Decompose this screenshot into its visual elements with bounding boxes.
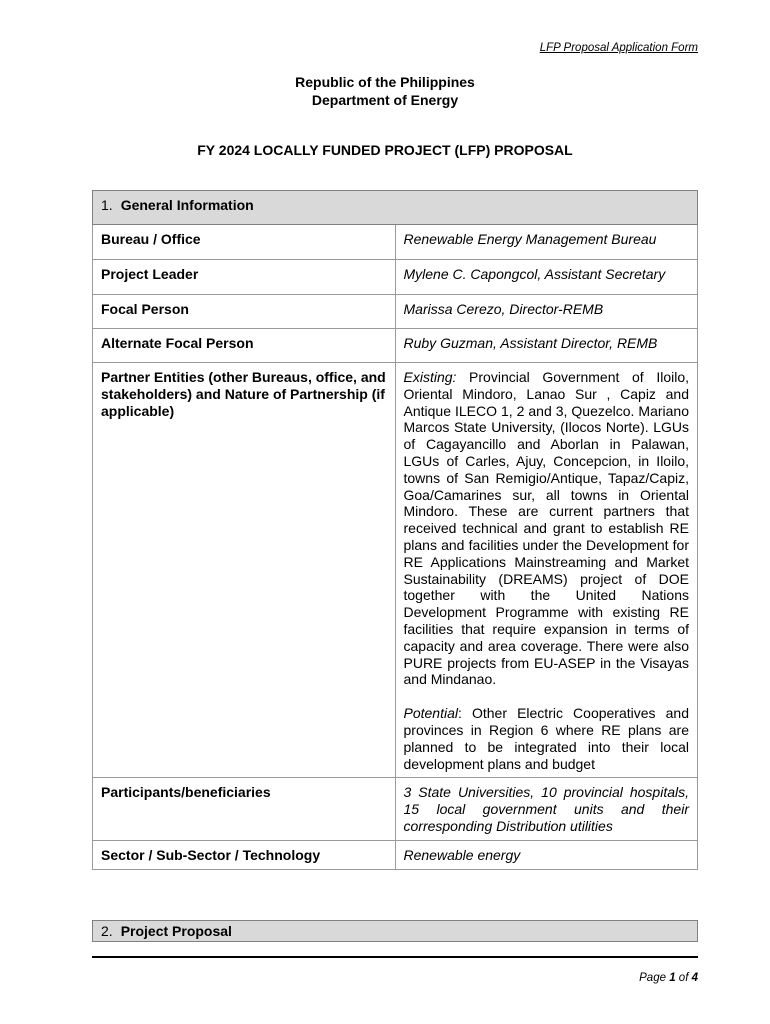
section-1-header [93, 191, 698, 225]
sector-row [93, 840, 698, 869]
section-1-title: General Information [120, 197, 254, 213]
focal-person-row [93, 295, 698, 329]
project-leader-label: Project Leader [93, 260, 396, 295]
form-name-header: LFP Proposal Application Form [539, 42, 698, 54]
focal-person-label: Focal Person [93, 295, 396, 329]
potential-label: Potential [403, 705, 458, 722]
page-of: of [675, 972, 692, 984]
alternate-focal-value: Ruby Guzman, Assistant Director, REMB [395, 329, 698, 363]
page-total: 4 [691, 972, 698, 984]
page-current: 1 [669, 972, 676, 984]
general-information-table [92, 190, 698, 870]
proposal-title: FY 2024 LOCALLY FUNDED PROJECT (LFP) PROPOSAL [197, 142, 573, 158]
alternate-focal-row [93, 329, 698, 363]
project-leader-value: Mylene C. Capongcol, Assistant Secretary [395, 260, 698, 295]
participants-row [93, 778, 698, 840]
partner-entities-label: Partner Entities (other Bureaus, office, and stakeholders) and Nature of Partnership (if applicable) [93, 363, 396, 778]
partner-entities-row [93, 363, 698, 778]
participants-value: 3 State Universities, 10 provincial hospitals, 15 local government units and their corresponding Distribution utilities [395, 778, 698, 840]
page-label: Page [639, 972, 670, 984]
section-1-number: 1. [101, 197, 113, 213]
section-2-number: 2. [101, 923, 113, 939]
section-2-title: Project Proposal [120, 923, 232, 939]
republic-title: Republic of the Philippines [295, 74, 475, 90]
page-number [639, 972, 698, 984]
existing-text: Provincial Government of Iloilo, Oriental Mindoro, Lanao Sur , Capiz and Antique ILECO 1, 2 and 3, Quezelco. Mariano Marcos State University, (Ilocos Norte). LGUs of Cagayancillo and Aborlan in Palawan, LGUs of Carles, Ajuy, Concepcion, in Iloilo, towns of San Remigio/Antique, Tapaz/Capiz, Goa/Camarines sur, all towns in Oriental Mindoro. These are current partners that received technical and grant to establish RE plans and facilities under the Development for RE Applications Mainstreaming and Market Sustainability (DREAMS) project of DOE together with the United Nations Development Programme with existing RE facilities that require expansion in terms of capacity and area coverage. There were also PURE projects from EU-ASEP in the Visayas and Mindanao. [403, 369, 689, 688]
focal-person-value: Marissa Cerezo, Director-REMB [395, 295, 698, 329]
section-2-header [92, 920, 698, 942]
department-title: Department of Energy [311, 92, 459, 108]
existing-label: Existing: [403, 369, 457, 385]
sector-value: Renewable energy [395, 840, 698, 869]
footer-divider [92, 956, 698, 958]
alternate-focal-label: Alternate Focal Person [93, 329, 396, 363]
bureau-value: Renewable Energy Management Bureau [395, 225, 698, 260]
existing-partners-paragraph [404, 369, 690, 688]
section-1-heading [93, 191, 698, 225]
partner-entities-value [395, 363, 698, 778]
potential-text: : Other Electric Cooperatives and provinces in Region 6 where RE plans are planned to be integrated into their local development plans and budget [403, 705, 689, 772]
bureau-row [93, 225, 698, 260]
participants-label: Participants/beneficiaries [93, 778, 396, 840]
project-leader-row [93, 260, 698, 295]
potential-partners-paragraph [404, 705, 690, 772]
sector-label: Sector / Sub-Sector / Technology [93, 840, 396, 869]
bureau-label: Bureau / Office [93, 225, 396, 260]
